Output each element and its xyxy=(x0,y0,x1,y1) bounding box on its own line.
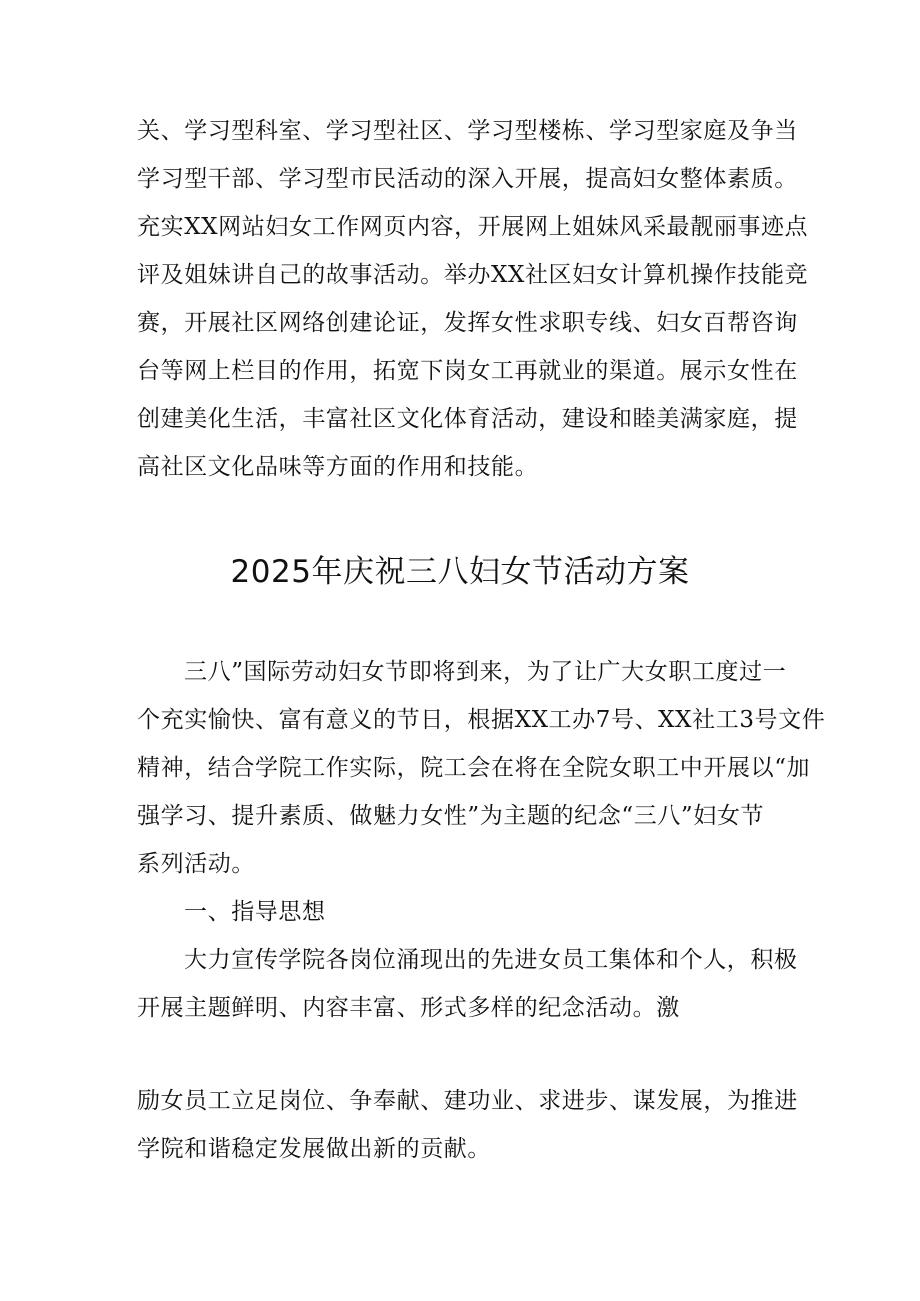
text-line: 强学习、提升素质、做魅力女性”为主题的纪念“三八”妇女节 xyxy=(137,803,765,829)
text-line: 学院和谐稳定发展做出新的贡献。 xyxy=(137,1136,491,1162)
text-line: 个充实愉快、富有意义的节日，根据XX工办7号、XX社工3号文件 xyxy=(137,707,826,733)
text-line: 开展主题鲜明、内容丰富、形式多样的纪念活动。激 xyxy=(137,995,680,1021)
section-heading: 一、指导思想 xyxy=(184,899,326,925)
text-line: 励女员工立足岗位、争奉献、建功业、求进步、谋发展，为推进 xyxy=(137,1088,798,1114)
text-line: 学习型干部、学习型市民活动的深入开展，提高妇女整体素质。 xyxy=(137,166,798,192)
text-line: 系列活动。 xyxy=(137,851,255,877)
paragraph-top xyxy=(137,107,809,491)
text-line: 高社区文化品味等方面的作用和技能。 xyxy=(137,454,539,480)
text-line: 创建美化生活，丰富社区文化体育活动，建设和睦美满家庭，提 xyxy=(137,406,798,432)
paragraph-continued xyxy=(137,1077,797,1173)
text-line: 台等网上栏目的作用，拓宽下岗女工再就业的渠道。展示女性在 xyxy=(137,358,798,384)
text-line: 三八”国际劳动妇女节即将到来，为了让广大女职工度过一 xyxy=(184,659,787,685)
text-line: 关、学习型科室、学习型社区、学习型楼栋、学习型家庭及争当 xyxy=(137,118,798,144)
text-line: 精神，结合学院工作实际，院工会在将在全院女职工中开展以“加 xyxy=(137,755,811,781)
text-line: 大力宣传学院各岗位涌现出的先进女员工集体和个人，积极 xyxy=(184,947,798,973)
paragraph-intro xyxy=(137,648,826,1032)
document-title: 2025年庆祝三八妇女节活动方案 xyxy=(230,554,690,590)
text-line: 评及姐妹讲自己的故事活动。举办XX社区妇女计算机操作技能竞 xyxy=(137,262,809,288)
text-line: 赛，开展社区网络创建论证，发挥女性求职专线、妇女百帮咨询 xyxy=(137,310,798,336)
text-line: 充实XX网站妇女工作网页内容，开展网上姐妹风采最靓丽事迹点 xyxy=(137,214,809,240)
